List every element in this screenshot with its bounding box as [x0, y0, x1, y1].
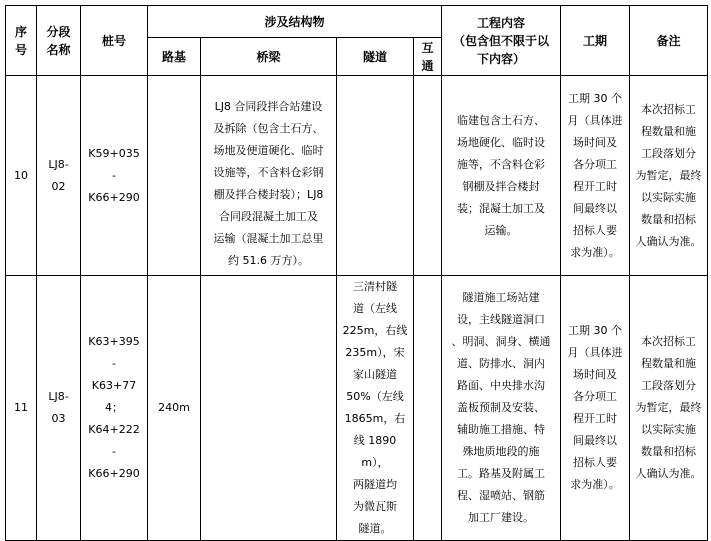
row-remarks: 本次招标工 程数量和施 工段落划分 为暂定，最终 以实际实施 数量和招标 人确认为准。 [630, 276, 708, 541]
row-bridge: LJ8 合同段拌合站建设 及拆除（包含土石方、 场地及便道硬化、临时 设施等，不含料仓彩钢 棚及拌合楼封装）；LJ8 合同段混凝土加工及 运输（混凝土加工总里 约 51.6 万方）。 [201, 76, 337, 276]
header-station: 桩号 [81, 6, 148, 76]
row-content: 临建包含土石方、 场地硬化、临时设 施等，不含料仓彩 钢棚及拌合楼封 装；混凝土加工及 运输。 [442, 76, 561, 276]
header-content: 工程内容 （包含但不限于以 下内容） [442, 6, 561, 76]
row-tunnel [337, 76, 414, 276]
bid-section-table [5, 5, 708, 541]
header-remarks: 备注 [630, 6, 708, 76]
row-segment: LJ8- 03 [37, 276, 81, 541]
row-period: 工期 30 个 月（具体进 场时间及 各分项工 程开工时 间最终以 招标人要 求为准）。 [561, 276, 630, 541]
row-seq: 11 [6, 276, 37, 541]
row-remarks: 本次招标工 程数量和施 工段落划分 为暂定，最终 以实际实施 数量和招标 人确认为准。 [630, 76, 708, 276]
row-subgrade [148, 76, 201, 276]
header-subgrade: 路基 [148, 38, 201, 76]
row-station: K63+395 - K63+774； K64+222 - K66+290 [81, 276, 148, 541]
header-row-1 [6, 6, 708, 38]
header-bridge: 桥梁 [201, 38, 337, 76]
row-station: K59+035 - K66+290 [81, 76, 148, 276]
header-tunnel: 隧道 [337, 38, 414, 76]
table-row [6, 276, 708, 541]
row-interchange [414, 76, 442, 276]
row-tunnel: 三清村隧 道（左线 225m，右线 235m），宋 家山隧道 50%（左线 1865m，右 线 1890m）， 两隧道均 为微瓦斯 隧道。 [337, 276, 414, 541]
row-interchange [414, 276, 442, 541]
row-period: 工期 30 个 月（具体进 场时间及 各分项工 程开工时 间最终以 招标人要 求为准）。 [561, 76, 630, 276]
row-bridge [201, 276, 337, 541]
row-seq: 10 [6, 76, 37, 276]
header-structures: 涉及结构物 [148, 6, 442, 38]
header-segment: 分段 名称 [37, 6, 81, 76]
row-segment: LJ8- 02 [37, 76, 81, 276]
header-interchange: 互 通 [414, 38, 442, 76]
row-content: 隧道施工场站建 设，主线隧道洞口 、明洞、洞身、横通 道、防排水、洞内 路面、中央排水沟 盖板预制及安装、 辅助施工措施、特 殊地质地段的施 工。路基及附属工 程、湿喷站、钢筋 加工厂建设。 [442, 276, 561, 541]
header-seq: 序 号 [6, 6, 37, 76]
table-row [6, 76, 708, 276]
row-subgrade: 240m [148, 276, 201, 541]
header-period: 工期 [561, 6, 630, 76]
